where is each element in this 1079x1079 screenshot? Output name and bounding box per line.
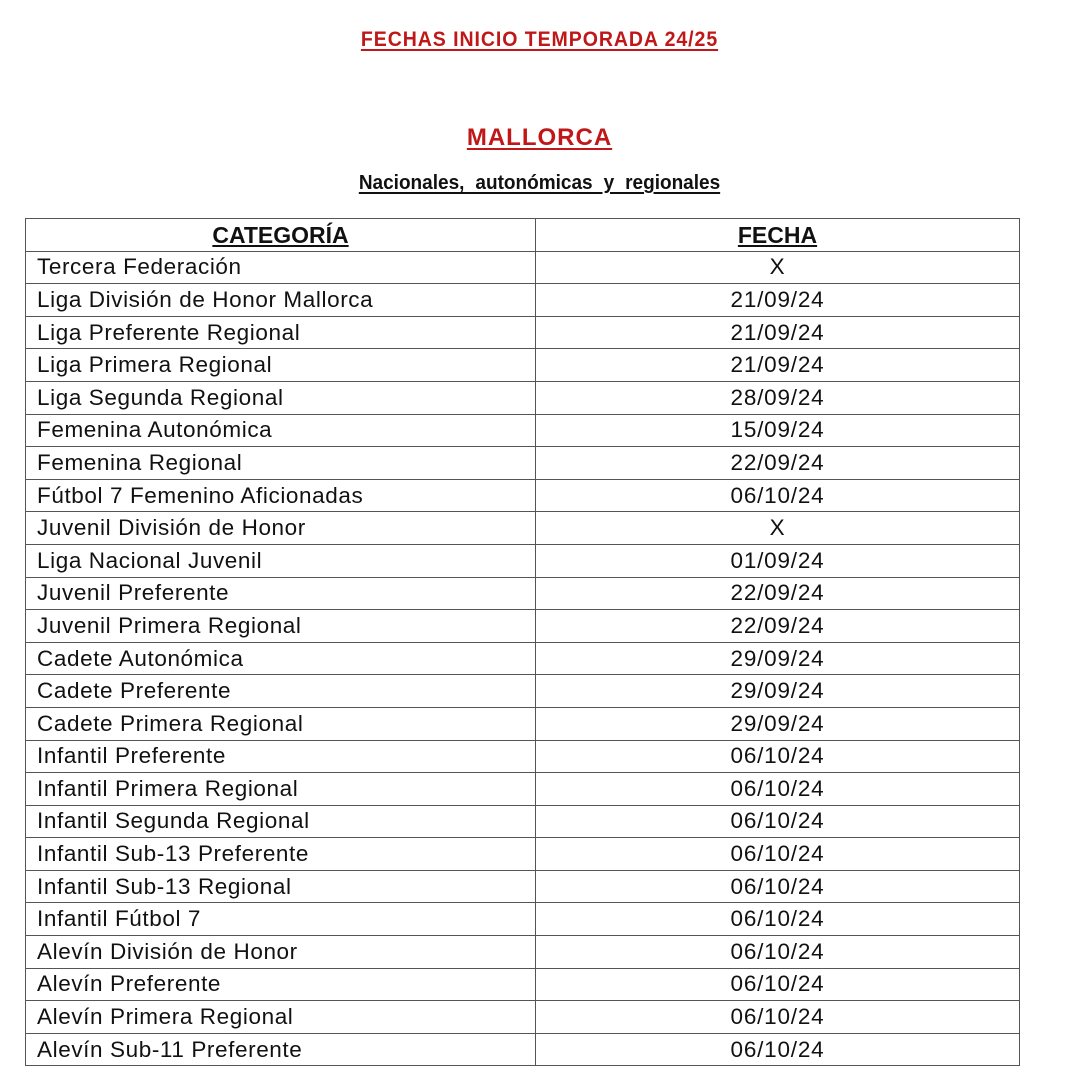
- category-cell: Femenina Regional: [26, 447, 536, 480]
- table-row: [26, 1001, 1020, 1034]
- date-cell: 06/10/24: [536, 1001, 1020, 1034]
- region-title: MALLORCA: [466, 124, 613, 151]
- category-cell: Alevín Primera Regional: [26, 1001, 536, 1034]
- table-row: [26, 936, 1020, 969]
- date-cell: 21/09/24: [536, 349, 1020, 382]
- category-cell: Infantil Fútbol 7: [26, 903, 536, 936]
- table-row: [26, 381, 1020, 414]
- category-cell: Juvenil Preferente: [26, 577, 536, 610]
- table-row: [26, 544, 1020, 577]
- category-cell: Infantil Preferente: [26, 740, 536, 773]
- table-row: [26, 447, 1020, 480]
- date-cell: 28/09/24: [536, 381, 1020, 414]
- category-cell: Cadete Preferente: [26, 675, 536, 708]
- category-cell: Liga Segunda Regional: [26, 381, 536, 414]
- category-cell: Liga Primera Regional: [26, 349, 536, 382]
- date-cell: 22/09/24: [536, 447, 1020, 480]
- date-cell: 29/09/24: [536, 675, 1020, 708]
- table-row: [26, 838, 1020, 871]
- table-row: [26, 740, 1020, 773]
- table-row: [26, 349, 1020, 382]
- date-cell: 06/10/24: [536, 479, 1020, 512]
- date-cell: 06/10/24: [536, 773, 1020, 806]
- date-cell: 06/10/24: [536, 1033, 1020, 1066]
- table-body: [26, 251, 1020, 1066]
- table-row: [26, 1033, 1020, 1066]
- table-row: [26, 675, 1020, 708]
- category-cell: Juvenil División de Honor: [26, 512, 536, 545]
- date-column-header: FECHA: [536, 219, 1020, 252]
- category-cell: Cadete Autonómica: [26, 642, 536, 675]
- category-cell: Infantil Sub-13 Regional: [26, 870, 536, 903]
- date-cell: 06/10/24: [536, 740, 1020, 773]
- document-title: FECHAS INICIO TEMPORADA 24/25: [360, 28, 719, 51]
- category-cell: Infantil Sub-13 Preferente: [26, 838, 536, 871]
- category-cell: Alevín División de Honor: [26, 936, 536, 969]
- table-row: [26, 316, 1020, 349]
- table-row: [26, 479, 1020, 512]
- category-cell: Infantil Primera Regional: [26, 773, 536, 806]
- table-row: [26, 805, 1020, 838]
- category-cell: Alevín Preferente: [26, 968, 536, 1001]
- table-row: [26, 870, 1020, 903]
- date-cell: 15/09/24: [536, 414, 1020, 447]
- date-cell: 29/09/24: [536, 642, 1020, 675]
- table-row: [26, 773, 1020, 806]
- category-cell: Liga División de Honor Mallorca: [26, 284, 536, 317]
- table-header-row: [26, 219, 1020, 252]
- table-row: [26, 512, 1020, 545]
- table-row: [26, 610, 1020, 643]
- category-cell: Infantil Segunda Regional: [26, 805, 536, 838]
- category-cell: Fútbol 7 Femenino Aficionadas: [26, 479, 536, 512]
- date-cell: 06/10/24: [536, 903, 1020, 936]
- table-row: [26, 284, 1020, 317]
- category-column-header: CATEGORÍA: [26, 219, 536, 252]
- table-row: [26, 414, 1020, 447]
- table-row: [26, 968, 1020, 1001]
- date-cell: 21/09/24: [536, 284, 1020, 317]
- date-cell: 06/10/24: [536, 838, 1020, 871]
- date-cell: 22/09/24: [536, 610, 1020, 643]
- date-cell: X: [536, 251, 1020, 284]
- table-row: [26, 707, 1020, 740]
- category-cell: Alevín Sub-11 Preferente: [26, 1033, 536, 1066]
- section-subtitle: Nacionales, autonómicas y regionales: [358, 172, 721, 194]
- date-cell: 06/10/24: [536, 870, 1020, 903]
- date-cell: 21/09/24: [536, 316, 1020, 349]
- category-cell: Tercera Federación: [26, 251, 536, 284]
- date-cell: 06/10/24: [536, 936, 1020, 969]
- table-row: [26, 642, 1020, 675]
- date-cell: 22/09/24: [536, 577, 1020, 610]
- date-cell: X: [536, 512, 1020, 545]
- date-cell: 01/09/24: [536, 544, 1020, 577]
- table-row: [26, 251, 1020, 284]
- category-cell: Juvenil Primera Regional: [26, 610, 536, 643]
- category-cell: Femenina Autonómica: [26, 414, 536, 447]
- date-cell: 29/09/24: [536, 707, 1020, 740]
- category-cell: Liga Nacional Juvenil: [26, 544, 536, 577]
- category-cell: Liga Preferente Regional: [26, 316, 536, 349]
- date-cell: 06/10/24: [536, 805, 1020, 838]
- season-start-table: [25, 218, 1020, 1066]
- table-row: [26, 903, 1020, 936]
- category-cell: Cadete Primera Regional: [26, 707, 536, 740]
- table-row: [26, 577, 1020, 610]
- date-cell: 06/10/24: [536, 968, 1020, 1001]
- season-start-table-container: [25, 218, 1019, 1066]
